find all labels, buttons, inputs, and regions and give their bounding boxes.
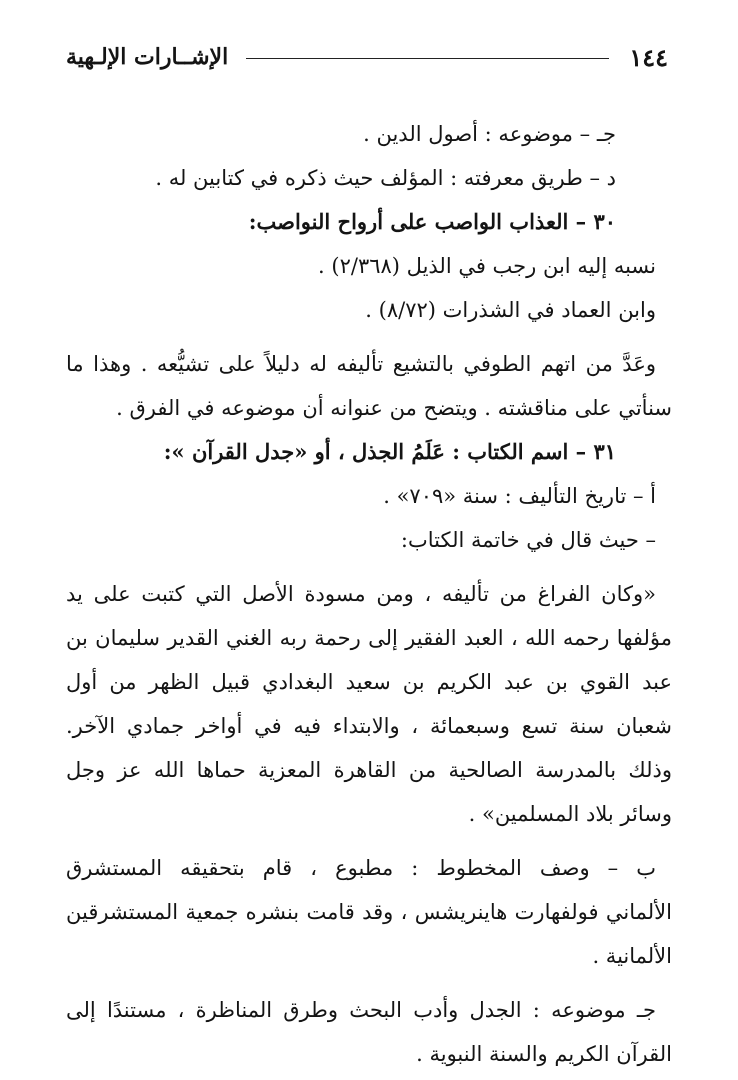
text-line: نسبه إليه ابن رجب في الذيل (٢/٣٦٨) . xyxy=(318,254,656,278)
header-rule xyxy=(246,58,609,59)
section-heading: ٣٠ – العذاب الواصب على أرواح النواصب: xyxy=(248,209,616,234)
text-line: سنأتي على مناقشته . ويتضح من عنوانه أن موضوعه في الفرق . xyxy=(116,396,672,420)
text-line: القرآن الكريم والسنة النبوية . xyxy=(416,1042,672,1066)
text-line: الألماني فولفهارت هاينريشس ، وقد قامت بنشره جمعية المستشرقين xyxy=(66,900,672,924)
text-line: جـ موضوعه : الجدل وأدب البحث وطرق المناظرة ، مستندًا إلى xyxy=(66,998,656,1022)
text-line: وابن العماد في الشذرات (٨/٧٢) . xyxy=(365,298,656,322)
text-line: د – طريق معرفته : المؤلف حيث ذكره في كتابين له . xyxy=(155,166,616,190)
text-line: الألمانية . xyxy=(592,944,672,968)
text-line: جـ – موضوعه : أصول الدين . xyxy=(363,122,616,146)
text-line: وذلك بالمدرسة الصالحية من القاهرة المعزية حماها الله عز وجل xyxy=(66,758,672,782)
text-line: وسائر بلاد المسلمين» . xyxy=(468,802,672,826)
text-line: مؤلفها رحمه الله ، العبد الفقير إلى رحمة ربه الغني القدير سليمان بن xyxy=(66,626,672,650)
text-line: أ – تاريخ التأليف : سنة «٧٠٩» . xyxy=(383,484,656,508)
text-line: شعبان سنة تسع وسبعمائة ، والابتداء فيه في أواخر جمادي الآخر. xyxy=(66,714,672,738)
page-number: ١٤٤ xyxy=(629,42,668,72)
text-line: «وكان الفراغ من تأليفه ، ومن مسودة الأصل التي كتبت على يد xyxy=(66,582,656,606)
running-head xyxy=(66,40,668,74)
text-line: ب – وصف المخطوط : مطبوع ، قام بتحقيقه المستشرق xyxy=(66,856,656,880)
text-line: – حيث قال في خاتمة الكتاب: xyxy=(400,528,656,552)
text-line: وعَدَّ من اتهم الطوفي بالتشيع تأليفه له دليلاً على تشيُّعه . وهذا ما xyxy=(66,352,656,376)
section-heading: ٣١ – اسم الكتاب : عَلَمُ الجذل ، أو «جدل القرآن »: xyxy=(163,439,616,464)
page-body xyxy=(66,112,672,1076)
running-title: الإشــارات الإلـهية xyxy=(66,44,229,70)
text-line: عبد القوي بن عبد الكريم بن سعيد البغدادي قبيل الظهر من أول xyxy=(66,670,672,694)
